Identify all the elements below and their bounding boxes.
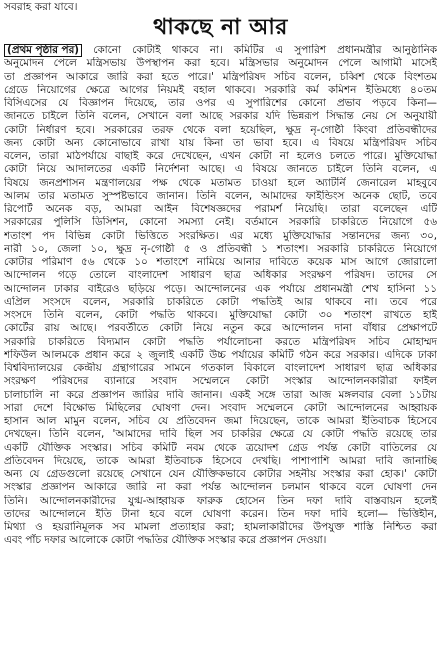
body-line: কোটার পরিমাণ ৫৬ থেকে ১০ শতাংশে নামিয়ে আনার দাবিতে কয়েক মাস আগে জোরালো [4,256,437,268]
body-line: মিথ্যা ও হয়রানিমূলক সব মামলা প্রত্যাহার করা; হামলাকারীদের উপযুক্ত শাস্তি নিশ্চিত করা [4,521,437,533]
body-line: বিসিএসের যে বিজ্ঞাপন দিয়েছে, তার ওপর এ সুপারিশের কোনো প্রভাব পড়বে কিনা— [4,97,437,109]
body-line: সরকারি চাকরিতে বিদ্যমান কোটা পদ্ধতি পর্যালোচনা করতে মন্ত্রিপরিষদ সচিব মোহাম্মদ [4,335,437,348]
body-line: হাসান আল মামুন বলেন, সচিব যে প্রতিবেদন জমা দিয়েছেন, তাকে আমরা ইতিবাচক হিসেবে [4,415,437,427]
body-line: তা প্রজ্ঞাপন আকারে জারি করা হতে পারে।' মন্ত্রিপরিষদ সচিব বলেন, চব্বিশ থেকে বিংশতম [4,70,437,83]
body-line: গ্রেডে নিয়োগের ক্ষেত্রে আগের নিয়মই বহাল থাকবে। সরকারি কর্ম কমিশন ইতিমধ্যে ৪০তম [4,83,437,96]
body-line: সংস্কার প্রজ্ঞাপন আকারে জারি না করা পর্যন্ত আন্দোলন চলমান থাকবে বলে ঘোষণা দেন [4,481,437,494]
body-line: আন্দোলন গড়ে তোলে বাংলাদেশ সাধারণ ছাত্র অধিকার সংরক্ষণ পরিষদ। তাদের সে [4,269,437,282]
body-line: এবং পাঁচ দফার আলোকে কোটা পদ্ধতির যৌক্তিক সংস্কার করে প্রজ্ঞাপন দেওয়া। [4,534,327,547]
body-line: সংরক্ষণ পরিষদের ব্যানারে সংবাদ সম্মেলনে কোটা সংস্কার আন্দোলনকারীরা ফাইল [4,375,437,388]
body-line: সরকারের পুলিসি ডিসিশন, কোনো সমস্যা নেই। বর্তমানে সরকারি চাকরিতে নিয়োগে ৫৬ [4,216,437,229]
body-line: অনুমোদন পেলে মন্ত্রিসভায় উপস্থাপন করা হবে। মন্ত্রিসভার অনুমোদন পেলে আগামী মাসেই [4,57,437,70]
body-line: কোটা নির্ধারণ হবে। সরকারের তরফ থেকে বলা হয়েছিল, ক্ষুদ্র নৃ-গোষ্ঠী কিংবা প্রতিবন্ধীদের [4,123,437,136]
body-line: কোর্টের রায় আছে। পরবর্তীতে কোটা নিয়ে নতুন করে আন্দোলন দানা বাঁধার প্রেক্ষাপটে [4,322,437,335]
body-line [4,44,437,57]
body-line: সংসদে তিনি বলেন, কোটা পদ্ধতি থাকবে। মুক্তিযোদ্ধা কোটা ৩০ শতাংশ রাখতে হাই [4,309,437,321]
body-line: রিপোর্ট অনেক বড়, আমরা আইন বিশেষজ্ঞদের পরামর্শ নিয়েছি। তারা বলেছেন এটি [4,203,437,215]
body-line: সারা দেশে বিক্ষোভ মিছিলের ঘোষণা দেন। সংবাদ সম্মেলনে কোটা আন্দোলনের আহ্বায়ক [4,401,437,414]
body-line: চালাচালি না করে প্রজ্ঞাপন জারির দাবি জানান। একই সঙ্গে তারা আজ মঙ্গলবার বেলা ১১টায় [4,388,437,401]
body-line-text: কোনো কোটাই থাকবে না। কমিটির এ সুপারিশ প্রধানমন্ত্রীর আনুষ্ঠানিক [93,44,437,56]
body-line: এপ্রিল সংসদে বলেন, সরকারি চাকরিতে কোটা পদ্ধতিই আর থাকবে না। তবে পরে [4,295,437,308]
body-line: বিশ্ববিদ্যালয়ের কেন্দ্রীয় গ্রন্থাগারের সামনে গতকাল বিকালে বাংলাদেশ সাধারণ ছাত্র অধিকার [4,362,437,374]
body-line: আলম তার মতামত সুস্পষ্টভাবে জানান। তিনি বলেন, আমাদের ফাইন্ডিংস অনেক ছোট, তবে [4,189,437,202]
body-line: তিনি। আন্দোলনকারীদের যুগ্ম-আহ্বায়ক ফারুক হোসেন তিন দফা দাবি বাস্তবায়ন হলেই [4,494,437,507]
carryover-text: সবরাহ করা যাবে। [4,1,78,13]
body-line: নারী ১০, জেলা ১০, ক্ষুদ্র নৃ-গোষ্ঠী ৫ ও প্রতিবন্ধী ১ শতাংশ। সরকারি চাকরিতে নিয়োগে [4,242,437,255]
body-line: দেখছেন। তিনি বলেন, 'আমাদের দাবি ছিল সব চাকরির ক্ষেত্রে যে কোটা পদ্ধতি রয়েছে তার [4,428,437,441]
article-body [4,44,437,548]
body-line: জানতে চাইলে তিনি বলেন, সেখানে বলা আছে সরকার যদি ভিন্নরূপ সিদ্ধান্ত নেয় সে অনুযায়ী [4,110,437,123]
article-headline: থাকছে না আর [153,15,288,40]
body-line: জন্য কোটা অন্য কোনোভাবে রাখা যায় কিনা তা ভাবা হবে। এ বিষয়ে মন্ত্রিপরিষদ সচিব [4,136,437,149]
body-line: শতাংশ পদ বিভিন্ন কোটা ভিত্তিতে সংরক্ষিত। এর মধ্যে মুক্তিযোদ্ধার সন্তানদের জন্য ৩০, [4,229,437,242]
body-line: অন্য যে গ্রেডগুলো রয়েছে সেখানে যেন যৌক্তিকভাবে কোটার সহনীয় সংস্কার করা হোক।' কোটা [4,468,437,480]
body-line: কোটা নিয়ে আদালতের একটি নির্দেশনা আছে। এ বিষয়ে জানতে চাইলে তিনি বলেন, এ [4,163,437,176]
continuation-tag: (প্রথম পৃষ্ঠার পর) [4,44,82,57]
body-line: একটি যৌক্তিক সংস্কার। সচিব কমিটি নবম থেকে ত্রয়োদশ গ্রেড পর্যন্ত কোটা বাতিলের যে [4,441,437,454]
body-line: তাদের আন্দোলনে ইতি টানা হবে বলে ঘোষণা করেন। তিন দফা দাবি হলো— ভিত্তিহীন, [4,507,437,520]
body-line: বিষয়ে জনপ্রশাসন মন্ত্রণালয়ের পক্ষ থেকে মতামত চাওয়া হলে অ্যাটর্নি জেনারেল মাহবুবে [4,176,437,189]
body-line: শফিউল আলমকে প্রধান করে ২ জুলাই একটি উচ্চ পর্যায়ের কমিটি গঠন করে সরকার। এদিকে ঢাকা [4,348,437,361]
body-line: আন্দোলন ঢাকার বাইরেও ছড়িয়ে পড়ে। আন্দোলনের এক পর্যায়ে প্রধানমন্ত্রী শেখ হাসিনা ১১ [4,282,437,295]
body-line: প্রতিবেদন দিয়েছে, তাকে আমরা ইতিবাচক হিসেবে দেখছি। পাশাপাশি আমরা দাবি জানাচ্ছি [4,454,437,467]
body-line: বলেন, তারা মাঠপর্যায়ে বাছাই করে দেখেছেন, এখন কোটা না হলেও চলতে পারে। মুক্তিযোদ্ধা [4,150,437,162]
